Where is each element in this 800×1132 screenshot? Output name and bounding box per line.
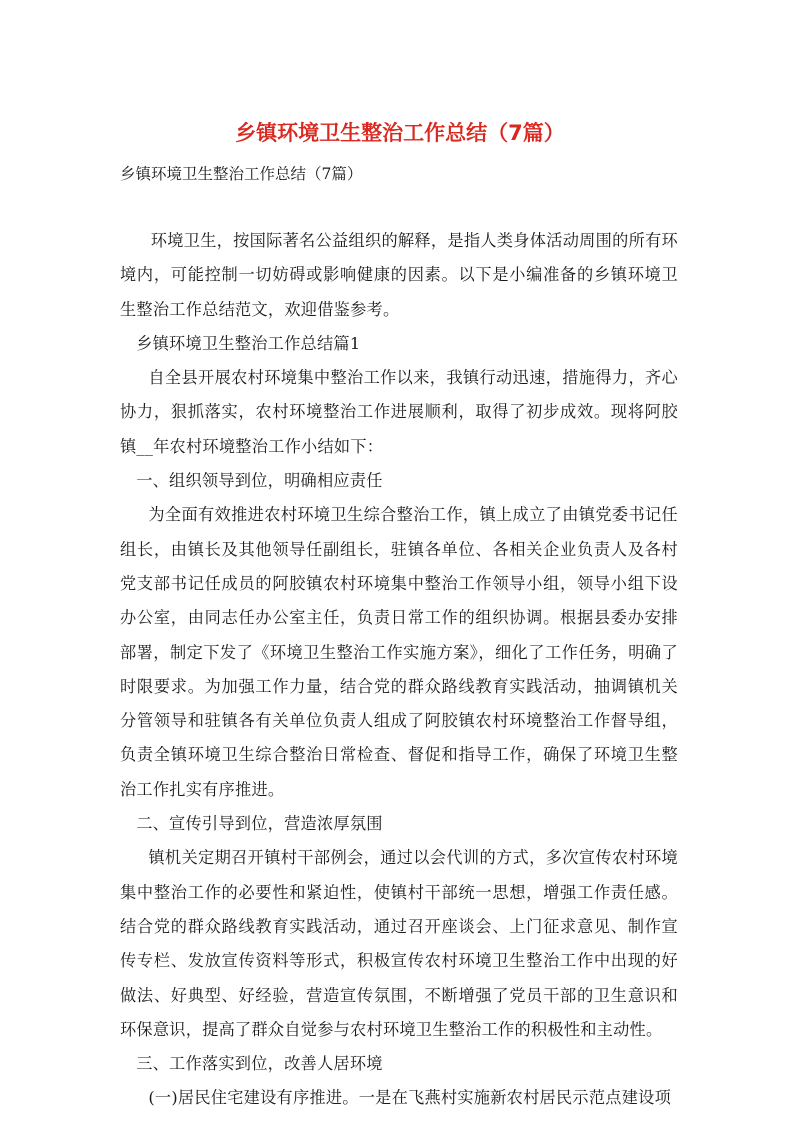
document-body xyxy=(120,224,678,1116)
document-title: 乡镇环境卫生整治工作总结（7篇） xyxy=(235,121,565,145)
document-subtitle: 乡镇环境卫生整治工作总结（7篇） xyxy=(120,165,363,183)
body-paragraph: (一)居民住宅建设有序推进。一是在飞燕村实施新农村居民示范点建设项 xyxy=(148,1088,672,1108)
intro-paragraph: 环境卫生，按国际著名公益组织的解释，是指人类身体活动周围的所有环境内，可能控制一切妨碍或影响健康的因素。以下是小编准备的乡镇环境卫生整治工作总结范文，欢迎借鉴参考。 xyxy=(120,231,678,319)
section-heading-article-1: 乡镇环境卫生整治工作总结篇1 xyxy=(136,333,361,353)
body-paragraph: 镇机关定期召开镇村干部例会，通过以会代训的方式，多次宣传农村环境集中整治工作的必要性和紧迫性，使镇村干部统一思想，增强工作责任感。结合党的群众路线教育实践活动，通过召开座谈会、上门征求意见、制作宣传专栏、发放宣传资料等形式，积极宣传农村环境卫生整治工作中出现的好做法、好典型、好经验，营造宣传氛围，不断增强了党员干部的卫生意识和环保意识，提高了群众自觉参与农村环境卫生整治工作的积极性和主动性。 xyxy=(120,848,678,1039)
body-paragraph: 自全县开展农村环境集中整治工作以来，我镇行动迅速，措施得力，齐心协力，狠抓落实，农村环境整治工作进展顺利，取得了初步成效。现将阿胶镇__年农村环境整治工作小结如下： xyxy=(120,368,678,456)
section-heading-3: 三、工作落实到位，改善人居环境 xyxy=(136,1054,383,1074)
section-heading-2: 二、宣传引导到位，营造浓厚氛围 xyxy=(136,814,383,834)
body-paragraph: 为全面有效推进农村环境卫生综合整治工作，镇上成立了由镇党委书记任组长，由镇长及其他领导任副组长，驻镇各单位、各相关企业负责人及各村党支部书记任成员的阿胶镇农村环境集中整治工作领导小组，领导小组下设办公室，由同志任办公室主任，负责日常工作的组织协调。根据县委办安排部署，制定下发了《环境卫生整治工作实施方案》，细化了工作任务，明确了时限要求。为加强工作力量，结合党的群众路线教育实践活动，抽调镇机关分管领导和驻镇各有关单位负责人组成了阿胶镇农村环境整治工作督导组，负责全镇环境卫生综合整治日常检查、督促和指导工作，确保了环境卫生整治工作扎实有序推进。 xyxy=(120,505,678,799)
section-heading-1: 一、组织领导到位，明确相应责任 xyxy=(136,471,383,491)
